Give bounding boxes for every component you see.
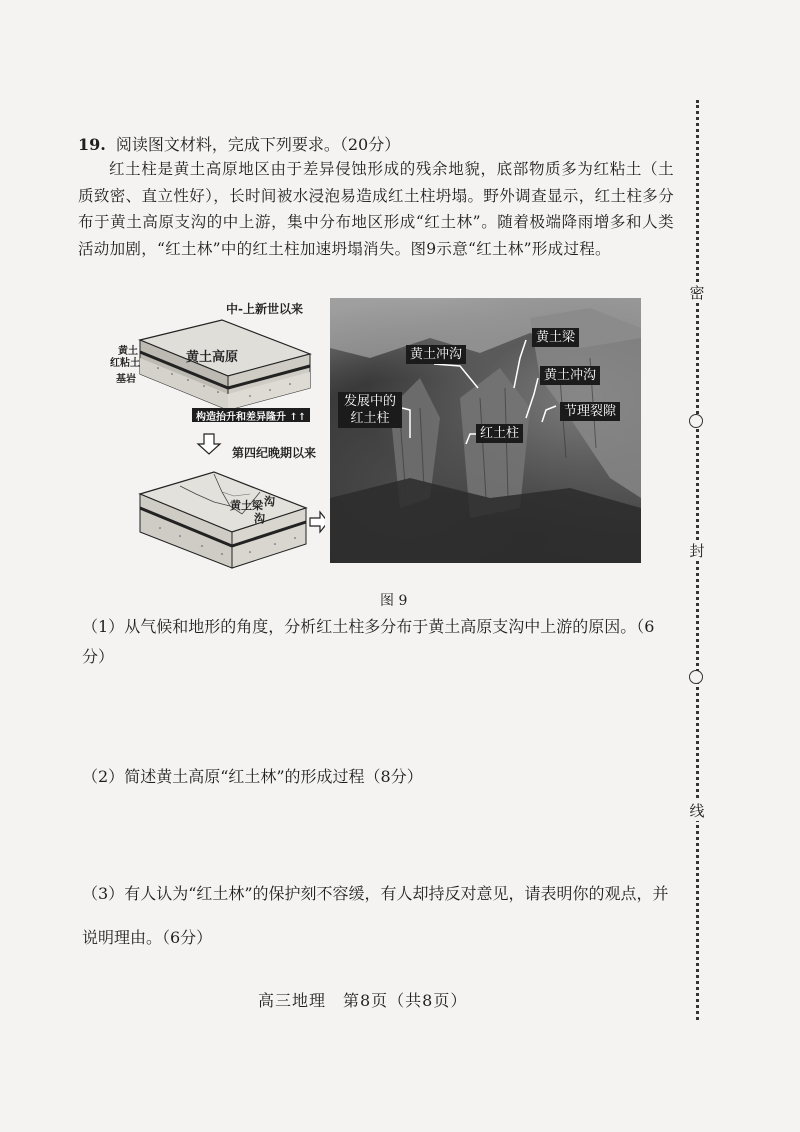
tag-loess-ridge: 黄土梁 <box>532 328 579 347</box>
block2-title: 第四纪晚期以来 <box>232 446 317 460</box>
margin-circle <box>689 414 703 428</box>
question-header <box>78 132 400 155</box>
tag-joint-fracture: 节理裂隙 <box>560 402 620 421</box>
layer-loess-label: 黄土 <box>118 346 138 357</box>
uplift-label <box>196 408 306 423</box>
margin-char-feng: 封 <box>682 540 712 561</box>
layer-bedrock-label: 基岩 <box>116 374 136 385</box>
tag-loess-gully-1: 黄土冲沟 <box>406 345 466 364</box>
block2-gully-label-2: 沟 <box>254 512 265 525</box>
margin-char-mi: 密 <box>682 282 712 303</box>
margin-circle <box>689 670 703 684</box>
subquestion-3-label: （3） <box>82 884 125 903</box>
block1-center-label: 黄土高原 <box>186 350 239 365</box>
uplift-arrows-icon: ↑↑ <box>289 412 307 423</box>
block1-title: 中-上新世以来 <box>226 302 303 316</box>
question-prompt: 阅读图文材料，完成下列要求。（20分） <box>115 135 401 154</box>
subquestion-2-label: （2） <box>82 767 125 786</box>
subquestion-1-label: （1） <box>82 617 125 636</box>
uplift-text: 构造抬升和差异隆升 <box>196 412 286 423</box>
figure-caption: 图 9 <box>380 593 408 609</box>
subquestion-1 <box>82 612 678 672</box>
layer-redclay-label: 红粘土 <box>110 358 140 369</box>
landform-block-diagram <box>110 296 325 586</box>
question-number: 19. <box>78 135 106 154</box>
tag-developing-column: 发展中的红土柱 <box>338 392 402 428</box>
question-material: 红土柱是黄土高原地区由于差异侵蚀形成的残余地貌，底部物质多为红粘土（土质致密、直立性好），长时间被水浸泡易造成红土柱坍塌。野外调查显示，红土柱多分布于黄土高原支沟的中上游，集中分布地区形成“红土林”。随着极端降雨增多和人类活动加剧，“红土林”中的红土柱加速坍塌消失。图9示意“红土林”形成过程。 <box>78 160 674 258</box>
tag-loess-gully-2: 黄土冲沟 <box>540 366 600 385</box>
subquestion-3 <box>82 872 678 960</box>
block2-gully-label: 沟 <box>264 495 275 508</box>
page-footer: 高三地理 第8页（共8页） <box>258 991 468 1010</box>
block2-ridge-label: 黄土梁 <box>230 499 263 512</box>
tag-red-column: 红土柱 <box>476 424 523 443</box>
subquestion-1-text: 从气候和地形的角度，分析红土柱多分布于黄土高原支沟中上游的原因。（6分） <box>82 617 655 666</box>
subquestion-2 <box>82 762 678 792</box>
margin-char-xian: 线 <box>682 800 712 821</box>
subquestion-3-text: 有人认为“红土林”的保护刻不容缓，有人却持反对意见，请表明你的观点，并说明理由。（6分） <box>82 884 669 947</box>
field-photo <box>330 298 641 563</box>
subquestion-2-text: 简述黄土高原“红土林”的形成过程（8分） <box>124 767 423 786</box>
